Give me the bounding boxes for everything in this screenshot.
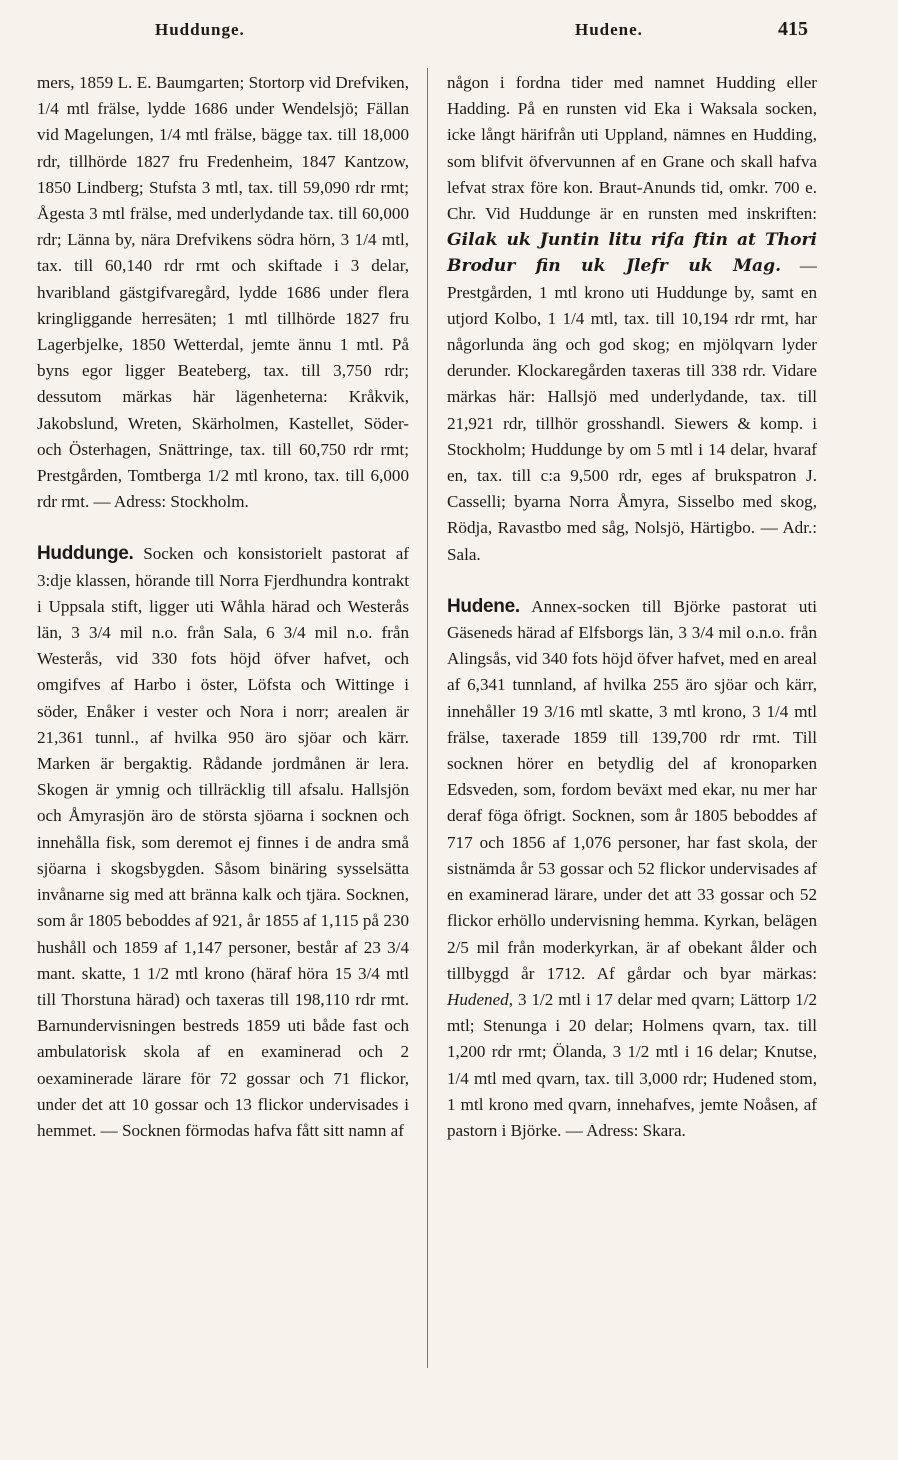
place-hudened: Hudened, bbox=[447, 989, 513, 1009]
page-number: 415 bbox=[778, 18, 808, 40]
entry-hudene bbox=[447, 594, 817, 1144]
headword-huddunge: Huddunge. bbox=[37, 543, 134, 565]
column-divider bbox=[427, 68, 428, 1368]
entry-huddunge bbox=[37, 541, 409, 1144]
running-head-left: Huddunge. bbox=[155, 20, 245, 39]
right-column bbox=[447, 70, 817, 1144]
headword-hudene: Hudene. bbox=[447, 595, 520, 617]
entry-hudene-text-2: 3 1/2 mtl i 17 delar med qvarn; Lättorp 1/2 mtl; Stenunga i 20 delar; Holmens qvarn, tax. till 1,200 rdr rmt; Ölanda, 3 1/2 mtl i 16 delar; Knutse, 1/4 mtl med qvarn, tax. till 3,000 rdr; Hudened stom, 1 mtl krono med qvarn, innehafves, jemte Noåsen, af pastorn i Björke. — Adress: Skara. bbox=[447, 989, 818, 1140]
entry-huddunge-text: Socken och konsistorielt pastorat af 3:dje klassen, hörande till Norra Fjerdhundra kontrakt i Uppsala stift, ligger uti Wåhla härad och Westerås län, 3 3/4 mil n.o. från Sala, 6 3/4 mil n.o. från Westerås, vid 330 fots höjd öfver hafvet, och omgifves af Harbo i öster, Löfsta och Wittinge i söder, Enåker i vester och Nora i norr; arealen är 21,361 tunnl., af hvilka 950 äro sjöar och kärr. Marken är bergaktig. Rådande jordmånen är lera. Skogen är ymnig och tillräcklig till afsalu. Hallsjön och Åmyrasjön äro de största sjöarna i socknen och innehålla fisk, som deremot ej finnes i de andra små sjöarna i skogsbygden. Såsom binäring sysselsätta invånarne sig med att bränna kalk och tjära. Socknen, som år 1805 beboddes af 921, år 1855 af 1,115 på 230 hushåll och 1859 af 1,147 personer, består af 23 3/4 mant. skatte, 1 1/2 mtl krono (häraf höra 15 3/4 mtl till Thorstuna härad) och taxeras till 198,110 rdr rmt. Barnundervisningen bestreds 1859 uti både fast och ambulatorisk skola af en examinerad och 2 oexaminerade lärare för 72 gossar och 71 flickor, under det att 10 gossar och 13 flickor undervisades i hemmet. — Socknen förmodas hafva fått sitt namn af bbox=[37, 544, 409, 1140]
entry-hudene-text-1: Annex-socken till Björke pastorat uti Gäseneds härad af Elfsborgs län, 3 3/4 mil o.n.o. från Alingsås, vid 340 fots höjd öfver hafvet, med en areal af 6,341 tunnland, af hvilka 255 äro sjöar och kärr, innehåller 19 3/16 mtl skatte, 3 mtl krono, 3 1/4 mtl frälse, taxerade 1859 till 139,700 rdr rmt. Till socknen hörer en betydlig del af kronoparken Edsveden, som, fordom beväxt med ekar, nu mer har deraf föga öfrigt. Socknen, som år 1805 beboddes af 717 och 1856 af 1,076 personer, har fast skola, der sistnämda år 53 gossar och 52 flickor undervisades af en examinerad lärare, under det att 33 gossar och 52 flickor erhöllo undervisning hemma. Kyrkan, belägen 2/5 mil från moderkyrkan, är af obekant ålder och tillbyggd år 1712. Af gårdar och byar märkas: bbox=[447, 596, 817, 983]
huddunge-cont-text-2: — Prestgården, 1 mtl krono uti Huddunge by, samt en utjord Kolbo, 1 1/4 mtl, tax. till 10,194 rdr rmt, har någorlunda äng och god skog; en mjölqvarn lyder derunder. Klockaregården taxeras till 338 rdr. Vidare märkas här: Hallsjö med underlydande, tax. till 21,921 rdr, tillhör grosshandl. Siewers & komp. i Stockholm; Huddunge by om 5 mtl i 14 delar, hvaraf en, tax. till c:a 9,500 rdr, eges af brukspatron J. Casselli; byarna Norra Åmyra, Sisselbo med skog, Rödja, Ravastbo med såg, Nolsjö, Härtigbo. — Adr.: Sala. bbox=[447, 256, 817, 564]
left-column bbox=[37, 70, 409, 1144]
entry-huddunge-continued bbox=[447, 70, 817, 568]
runic-inscription: Gilak uk Juntin litu rifa ftin at Thori Brodur fin uk Jlefr uk Mag. bbox=[447, 230, 817, 277]
running-head-right: Hudene. bbox=[575, 20, 643, 39]
huddunge-cont-text-1: någon i fordna tider med namnet Hudding eller Hadding. På en runsten vid Eka i Waksala socken, icke långt härifrån uti Uppland, nämnes en Hudding, som blifvit öfvervunnen af en Grane och skall hafva lefvat strax före kon. Braut-Anunds tid, omkr. 700 e. Chr. Vid Huddunge är en runsten med inskriften: bbox=[447, 73, 817, 224]
continued-entry: mers, 1859 L. E. Baumgarten; Stortorp vid Drefviken, 1/4 mtl frälse, lydde 1686 under Wendelsjö; Fällan vid Magelungen, 1/4 mtl frälse, bägge tax. till 18,000 rdr, tillhörde 1827 fru Fredenheim, 1847 Kantzow, 1850 Lindberg; Stufsta 3 mtl, tax. till 59,090 rdr rmt; Ågesta 3 mtl frälse, med underlydande tax. till 60,000 rdr; Länna by, nära Drefvikens södra hörn, 3 1/4 mtl, tax. till 60,140 rdr rmt och skiftade i 3 delar, hvaribland gästgifvaregård, lydde 1686 under flera kringliggande herresäten; 1 mtl tillhörde 1827 fru Lagerbjelke, 1850 Wetterdal, jemte ännu 1 mtl. På byns egor ligger Beateberg, tax. till 3,750 rdr; dessutom märkas här lägenheterna: Kråkvik, Jakobslund, Wreten, Skärholmen, Kastellet, Söder- och Österhagen, Snättringe, tax. till 60,750 rdr rmt; Prestgården, Tomtberga 1/2 mtl krono, tax. till 6,000 rdr rmt. — Adress: Stockholm. bbox=[37, 73, 409, 512]
